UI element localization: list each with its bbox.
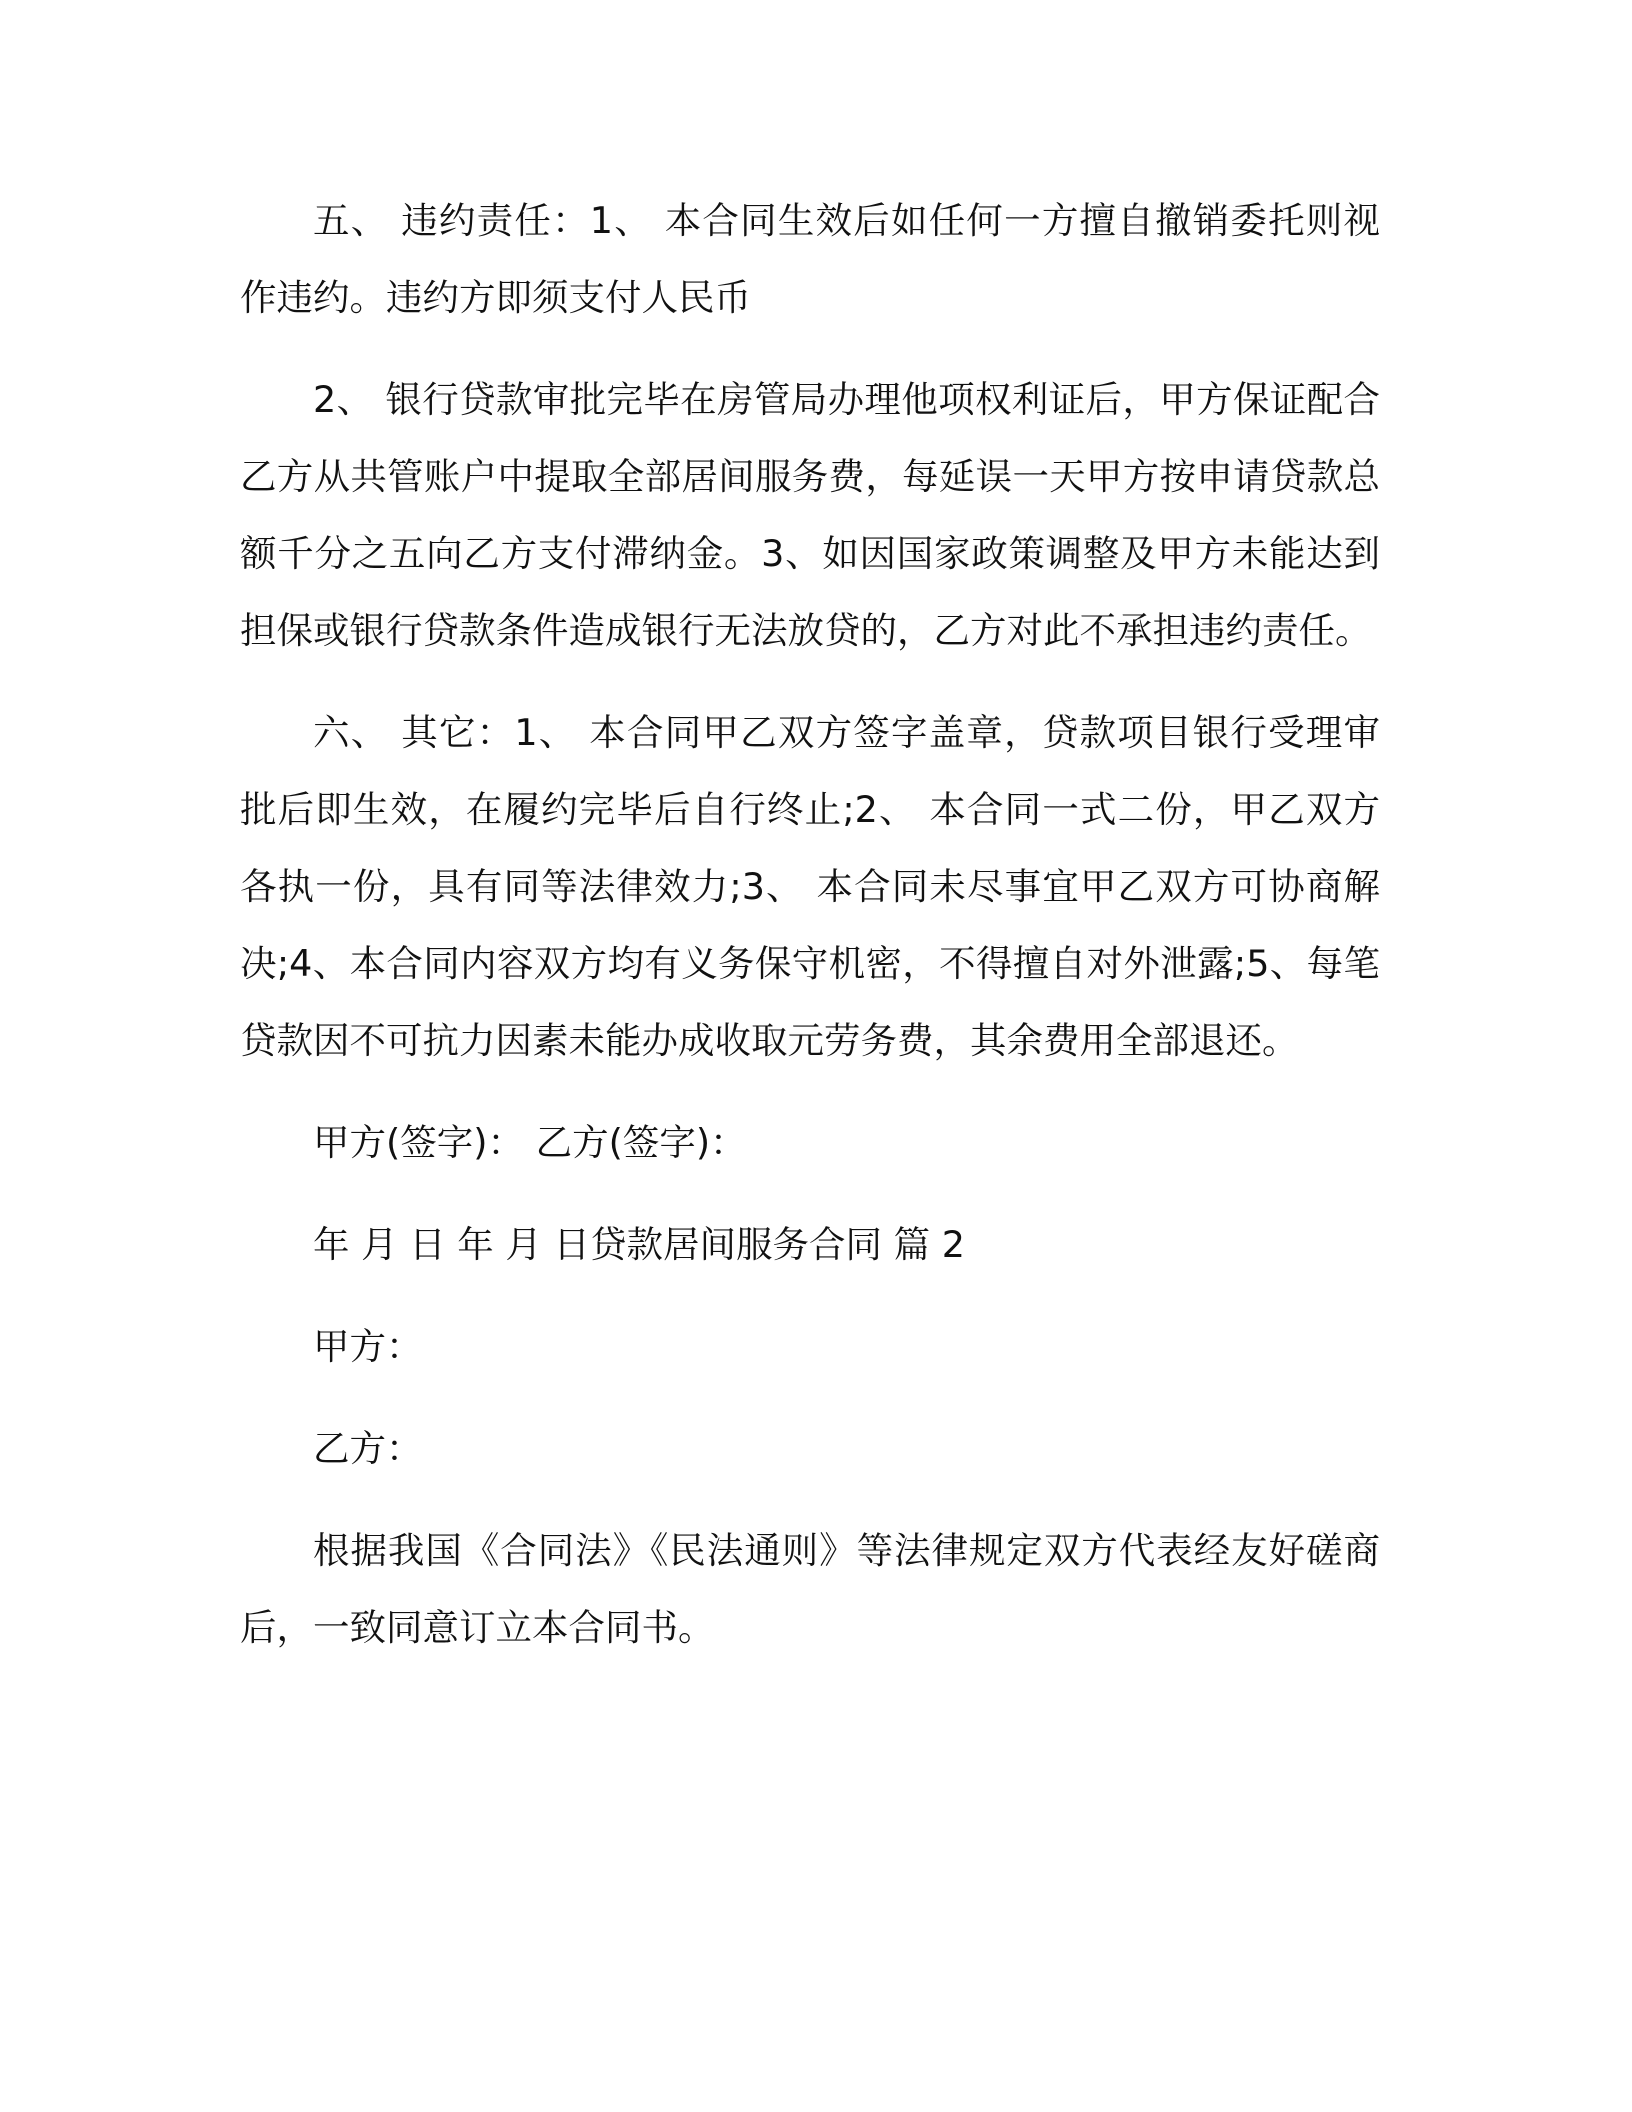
paragraph-other-terms: 六、 其它：1、 本合同甲乙双方签字盖章，贷款项目银行受理审批后即生效，在履约完毕后自行终止;2、 本合同一式二份，甲乙双方各执一份，具有同等法律效力;3、 本合同未尽事宜甲乙双方可协商解决;4、本合同内容双方均有义务保守机密，不得擅自对外泄露;5、每笔贷款因不可抗力因素未能办成收取元劳务费，其余费用全部退还。 <box>240 711 1380 1062</box>
paragraph-breach-liability: 五、 违约责任：1、 本合同生效后如任何一方擅自撤销委托则视作违约。违约方即须支付人民币 <box>240 199 1380 319</box>
paragraph-signatures: 甲方(签字)： 乙方(签字)： <box>313 1121 747 1164</box>
paragraph-party-a: 甲方： <box>313 1325 423 1368</box>
paragraph-party-b: 乙方： <box>313 1427 423 1470</box>
document-body <box>240 182 1380 1666</box>
paragraph-loan-approval-fee: 2、 银行贷款审批完毕在房管局办理他项权利证后，甲方保证配合乙方从共管账户中提取全部居间服务费，每延误一天甲方按申请贷款总额千分之五向乙方支付滞纳金。3、如因国家政策调整及甲方未能达到担保或银行贷款条件造成银行无法放贷的，乙方对此不承担违约责任。 <box>240 378 1380 652</box>
paragraph-preamble: 根据我国《合同法》《民法通则》等法律规定双方代表经友好磋商后，一致同意订立本合同书。 <box>240 1529 1380 1649</box>
paragraph-date-section-title: 年 月 日 年 月 日贷款居间服务合同 篇 2 <box>313 1223 965 1266</box>
